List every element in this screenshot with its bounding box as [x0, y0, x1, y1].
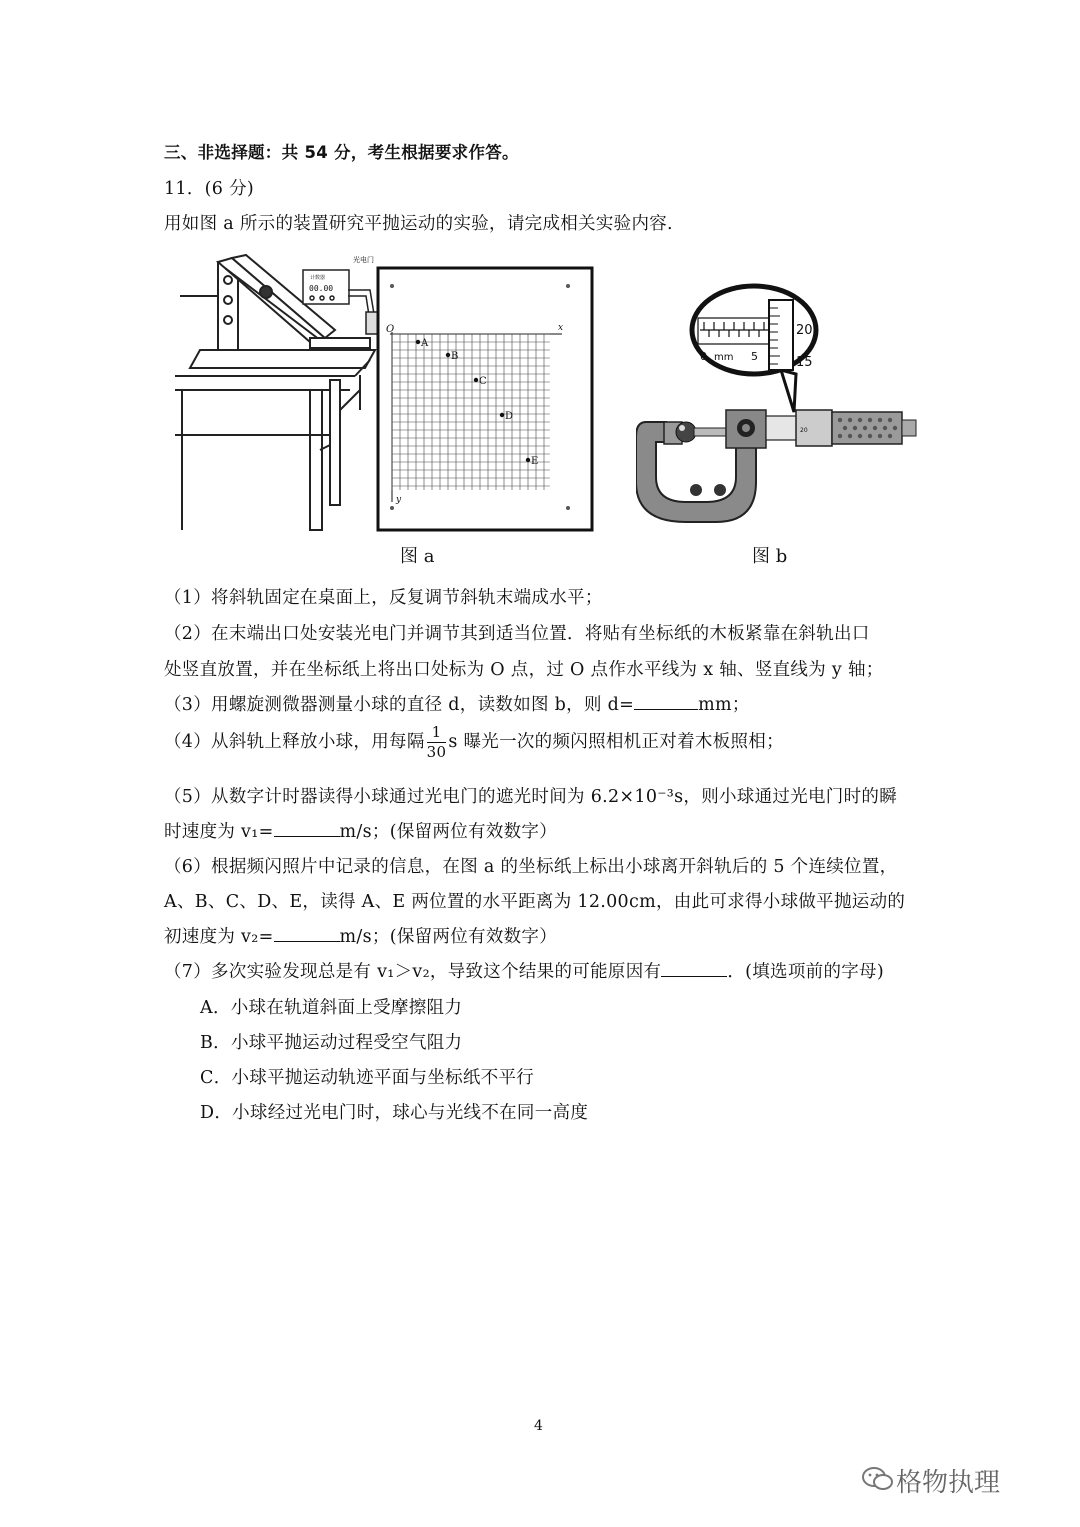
- step-7-text: （7）多次实验发现总是有 v₁＞v₂，导致这个结果的可能原因有: [164, 962, 662, 982]
- step-4-rest: s 曝光一次的频闪照相机正对着木板照相；: [448, 732, 784, 752]
- point-label-d: D: [505, 411, 514, 422]
- svg-text:20: 20: [800, 427, 808, 434]
- svg-text:15: 15: [796, 355, 813, 370]
- step-2-line-2: 处竖直放置，并在坐标纸上将出口处标为 O 点，过 O 点作水平线为 x 轴、竖直线为 y 轴；: [164, 660, 884, 680]
- point-a: [416, 340, 420, 344]
- step-6-line-1: （6）根据频闪照片中记录的信息，在图 a 的坐标纸上标出小球离开斜轨后的 5 个连续位置，: [164, 857, 898, 877]
- question-intro: 用如图 a 所示的装置研究平抛运动的实验，请完成相关实验内容.: [164, 214, 673, 234]
- step-5-line-1: （5）从数字计时器读得小球通过光电门的遮光时间为 6.2×10⁻³s，则小球通过光电门时的瞬: [164, 787, 897, 807]
- coordinate-board: [378, 268, 592, 530]
- step-2-line-1: （2）在末端出口处安装光电门并调节其到适当位置．将贴有坐标纸的木板紧靠在斜轨出口: [164, 624, 870, 644]
- step-7: [164, 958, 884, 983]
- answer-blank-choice[interactable]: [661, 959, 727, 977]
- svg-text:mm: mm: [714, 352, 734, 363]
- answer-blank-v2[interactable]: [274, 924, 340, 942]
- step-1: （1）将斜轨固定在桌面上，反复调节斜轨末端成水平；: [164, 588, 603, 608]
- watermark: 格物执理: [896, 1468, 1001, 1498]
- point-label-e: E: [531, 456, 539, 467]
- step-4-text: （4）从斜轨上释放小球，用每隔: [164, 732, 425, 752]
- point-d: [500, 413, 504, 417]
- step-6-line-3: [164, 923, 557, 948]
- scale-callout: [692, 286, 816, 412]
- step-3-unit: mm；: [698, 695, 750, 715]
- lab-table: [175, 296, 375, 530]
- svg-text:光电门: 光电门: [353, 256, 374, 264]
- svg-text:0: 0: [700, 350, 707, 363]
- figure-b-caption: 图 b: [752, 546, 788, 567]
- wechat-icon: [862, 1466, 894, 1492]
- micrometer-body: [636, 410, 916, 522]
- question-number: 11．(6 分): [164, 179, 255, 199]
- point-label-c: C: [479, 376, 487, 387]
- page-number: 4: [534, 1418, 543, 1434]
- step-6-unit: m/s；(保留两位有效数字）: [339, 927, 558, 947]
- step-6-line-2: A、B、C、D、E，读得 A、E 两位置的水平距离为 12.00cm，由此可求得小球做平抛运动的: [164, 892, 906, 912]
- figure-a-caption: 图 a: [400, 546, 435, 567]
- fraction-one-thirtieth: $\frac{1}{30}$: [426, 723, 447, 761]
- step-7-note: ．(填选项前的字母): [727, 962, 884, 982]
- answer-blank-d[interactable]: [634, 692, 698, 710]
- svg-text:5: 5: [751, 350, 758, 363]
- point-c: [474, 378, 478, 382]
- option-d[interactable]: D．小球经过光电门时，球心与光线不在同一高度: [200, 1103, 589, 1123]
- option-a[interactable]: A．小球在轨道斜面上受摩擦阻力: [200, 998, 463, 1018]
- point-label-a: A: [421, 338, 429, 349]
- step-3-text: （3）用螺旋测微器测量小球的直径 d，读数如图 b，则 d=: [164, 695, 635, 715]
- answer-blank-v1[interactable]: [274, 819, 340, 837]
- step-5-unit: m/s；(保留两位有效数字）: [339, 822, 558, 842]
- figure-a: [170, 250, 610, 540]
- point-label-b: B: [451, 351, 459, 362]
- point-e: [526, 458, 530, 462]
- step-4: [164, 723, 784, 762]
- option-c[interactable]: C．小球平抛运动轨迹平面与坐标纸不平行: [200, 1068, 535, 1088]
- figure-b: [636, 282, 921, 527]
- step-3: [164, 691, 750, 716]
- step-5-line-2: [164, 818, 557, 843]
- svg-text:20: 20: [796, 323, 813, 338]
- section-heading: 三、非选择题：共 54 分，考生根据要求作答。: [164, 143, 519, 162]
- step-6-text: 初速度为 v₂=: [164, 927, 274, 947]
- svg-text:y: y: [396, 495, 402, 505]
- step-5-text: 时速度为 v₁=: [164, 822, 274, 842]
- option-b[interactable]: B．小球平抛运动过程受空气阻力: [200, 1033, 463, 1053]
- point-b: [446, 353, 450, 357]
- svg-text:O: O: [386, 324, 395, 335]
- svg-text:00.00: 00.00: [309, 284, 334, 293]
- svg-text:计数器: 计数器: [310, 275, 326, 281]
- svg-text:x: x: [558, 323, 564, 333]
